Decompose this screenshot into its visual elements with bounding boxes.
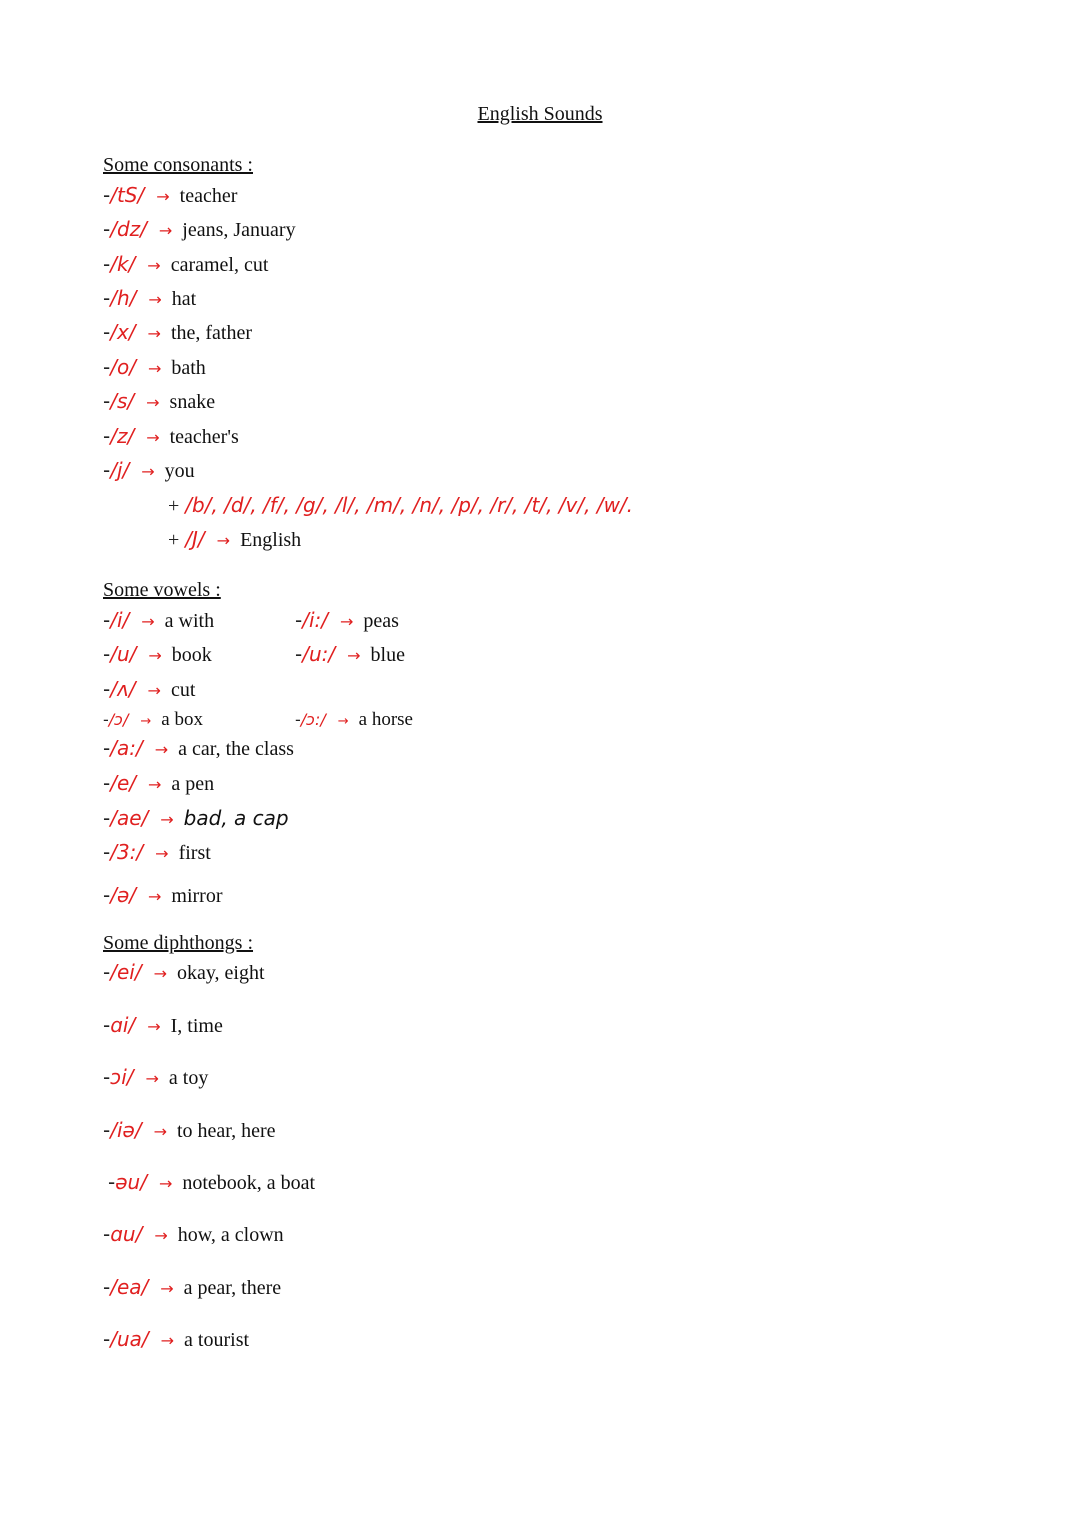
list-item xyxy=(103,677,195,702)
phoneme-symbol: -ɔi/ xyxy=(103,1065,134,1089)
arrow-icon: → xyxy=(145,1069,159,1088)
arrow-icon: → xyxy=(160,810,174,829)
list-item xyxy=(103,424,239,449)
list-item xyxy=(103,458,195,483)
arrow-icon: → xyxy=(160,1331,175,1350)
list-item xyxy=(103,320,252,345)
example-words: hat xyxy=(171,288,197,310)
phoneme-list: /b/, /d/, /f/, /g/, /l/, /m/, /n/, /p/, /r/, /t/, /v/, /w/. xyxy=(185,493,634,517)
arrow-icon: → xyxy=(148,646,162,665)
list-item xyxy=(295,608,399,633)
arrow-icon: → xyxy=(158,1174,173,1193)
phoneme-symbol: -/ʌ/ xyxy=(103,677,136,701)
list-item xyxy=(103,709,203,731)
list-item xyxy=(103,806,289,830)
phoneme-symbol: -/h/ xyxy=(103,286,137,310)
arrow-icon: → xyxy=(216,531,231,550)
arrow-icon: → xyxy=(160,1279,174,1298)
list-item xyxy=(103,1222,284,1247)
phoneme-symbol: -/ɔ/ xyxy=(103,710,129,729)
example-words: a tourist xyxy=(184,1329,250,1351)
arrow-icon: → xyxy=(141,612,155,631)
arrow-icon: → xyxy=(147,1017,161,1036)
example-words: a pen xyxy=(171,773,215,795)
arrow-icon: → xyxy=(147,681,161,700)
phoneme-symbol: -/x/ xyxy=(103,320,136,344)
diphthongs-heading: Some diphthongs : xyxy=(103,932,254,954)
list-item xyxy=(103,736,294,761)
list-item xyxy=(103,771,214,796)
phoneme-symbol: -/j/ xyxy=(103,458,130,482)
phoneme-symbol: -əu/ xyxy=(108,1170,147,1194)
example-words: teacher's xyxy=(169,426,239,448)
example-words: to hear, here xyxy=(176,1120,276,1142)
arrow-icon: → xyxy=(337,714,349,729)
extra-consonants xyxy=(168,493,633,518)
phoneme-symbol: -/3:/ xyxy=(103,840,144,864)
arrow-icon: → xyxy=(146,393,160,412)
list-item xyxy=(103,1275,281,1300)
example-words: book xyxy=(171,644,212,666)
list-item xyxy=(103,286,196,311)
example-words: okay, eight xyxy=(176,962,265,984)
list-item xyxy=(103,355,206,380)
list-item xyxy=(103,642,212,667)
phoneme-symbol: -/u/ xyxy=(103,642,137,666)
example-words: you xyxy=(164,460,195,482)
arrow-icon: → xyxy=(147,256,161,275)
list-item xyxy=(103,252,268,277)
list-item xyxy=(108,1170,315,1195)
example-words: jeans, January xyxy=(182,219,296,241)
example-words: a car, the class xyxy=(178,738,294,760)
example-words: a pear, there xyxy=(183,1277,282,1299)
phoneme-symbol: -/dz/ xyxy=(103,217,147,241)
list-item xyxy=(103,608,214,633)
example-words: caramel, cut xyxy=(170,254,269,276)
phoneme-symbol: -/e/ xyxy=(103,771,136,795)
example-words: first xyxy=(178,842,211,864)
arrow-icon: → xyxy=(147,359,162,378)
example-words: snake xyxy=(169,391,216,413)
list-item xyxy=(103,960,265,985)
extra-consonant-j xyxy=(168,527,301,552)
example-words: bad, a cap xyxy=(183,806,289,830)
plus-sign: + xyxy=(168,495,180,517)
phoneme-symbol: -/i/ xyxy=(103,608,130,632)
example-words: teacher xyxy=(179,185,238,207)
phoneme-symbol: -/ei/ xyxy=(103,960,142,984)
page-title: English Sounds xyxy=(477,103,603,125)
phoneme-symbol: -/s/ xyxy=(103,389,135,413)
phoneme-symbol: -/u:/ xyxy=(295,642,336,666)
phoneme-symbol: -/o/ xyxy=(103,355,136,379)
phoneme-symbol: -ɑu/ xyxy=(103,1222,143,1246)
example-words: a horse xyxy=(358,709,413,730)
phoneme-symbol: -/ɔ:/ xyxy=(295,710,326,729)
arrow-icon: → xyxy=(148,775,162,794)
example-words: a toy xyxy=(168,1067,209,1089)
example-words: a box xyxy=(161,709,203,730)
arrow-icon: → xyxy=(155,844,169,863)
phoneme-symbol: -/ua/ xyxy=(103,1327,149,1351)
phoneme-symbol: -/ə/ xyxy=(103,883,136,907)
list-item xyxy=(103,1118,276,1143)
example-words: how, a clown xyxy=(177,1224,284,1246)
arrow-icon: → xyxy=(153,964,167,983)
example-words: mirror xyxy=(171,885,223,907)
list-item xyxy=(103,1065,208,1090)
arrow-icon: → xyxy=(141,462,155,481)
arrow-icon: → xyxy=(154,1226,168,1245)
arrow-icon: → xyxy=(153,1122,167,1141)
phoneme-symbol: -/k/ xyxy=(103,252,136,276)
arrow-icon: → xyxy=(146,428,160,447)
list-item xyxy=(295,642,405,667)
arrow-icon: → xyxy=(347,646,361,665)
example-words: notebook, a boat xyxy=(182,1172,316,1194)
arrow-icon: → xyxy=(154,740,169,759)
list-item xyxy=(103,217,296,242)
phoneme-symbol: -/z/ xyxy=(103,424,135,448)
list-item xyxy=(103,1327,249,1352)
arrow-icon: → xyxy=(156,187,170,206)
example-words: peas xyxy=(363,610,399,632)
list-item xyxy=(103,389,215,414)
example-words: I, time xyxy=(170,1015,223,1037)
list-item xyxy=(103,183,237,208)
example-words: a with xyxy=(164,610,215,632)
arrow-icon: → xyxy=(158,221,173,240)
arrow-icon: → xyxy=(340,612,354,631)
example-words: blue xyxy=(370,644,405,666)
list-item xyxy=(103,883,223,908)
list-item xyxy=(103,840,211,865)
list-item xyxy=(295,709,413,731)
phoneme-symbol: /J/ xyxy=(185,527,205,551)
arrow-icon: → xyxy=(147,324,161,343)
phoneme-symbol: -/ae/ xyxy=(103,806,149,830)
phoneme-symbol: -/tS/ xyxy=(103,183,145,207)
vowels-heading: Some vowels : xyxy=(103,579,221,601)
phoneme-symbol: -/a:/ xyxy=(103,736,143,760)
arrow-icon: → xyxy=(148,887,162,906)
list-item xyxy=(103,1013,223,1038)
phoneme-symbol: -/iə/ xyxy=(103,1118,142,1142)
phoneme-symbol: -/ea/ xyxy=(103,1275,149,1299)
example-words: the, father xyxy=(170,322,253,344)
example-words: English xyxy=(240,529,302,551)
phoneme-symbol: -ɑi/ xyxy=(103,1013,136,1037)
phoneme-symbol: -/i:/ xyxy=(295,608,328,632)
plus-sign: + xyxy=(168,529,180,551)
arrow-icon: → xyxy=(148,290,162,309)
example-words: cut xyxy=(170,679,196,701)
consonants-heading: Some consonants : xyxy=(103,154,253,176)
example-words: bath xyxy=(171,357,206,379)
arrow-icon: → xyxy=(140,714,152,729)
